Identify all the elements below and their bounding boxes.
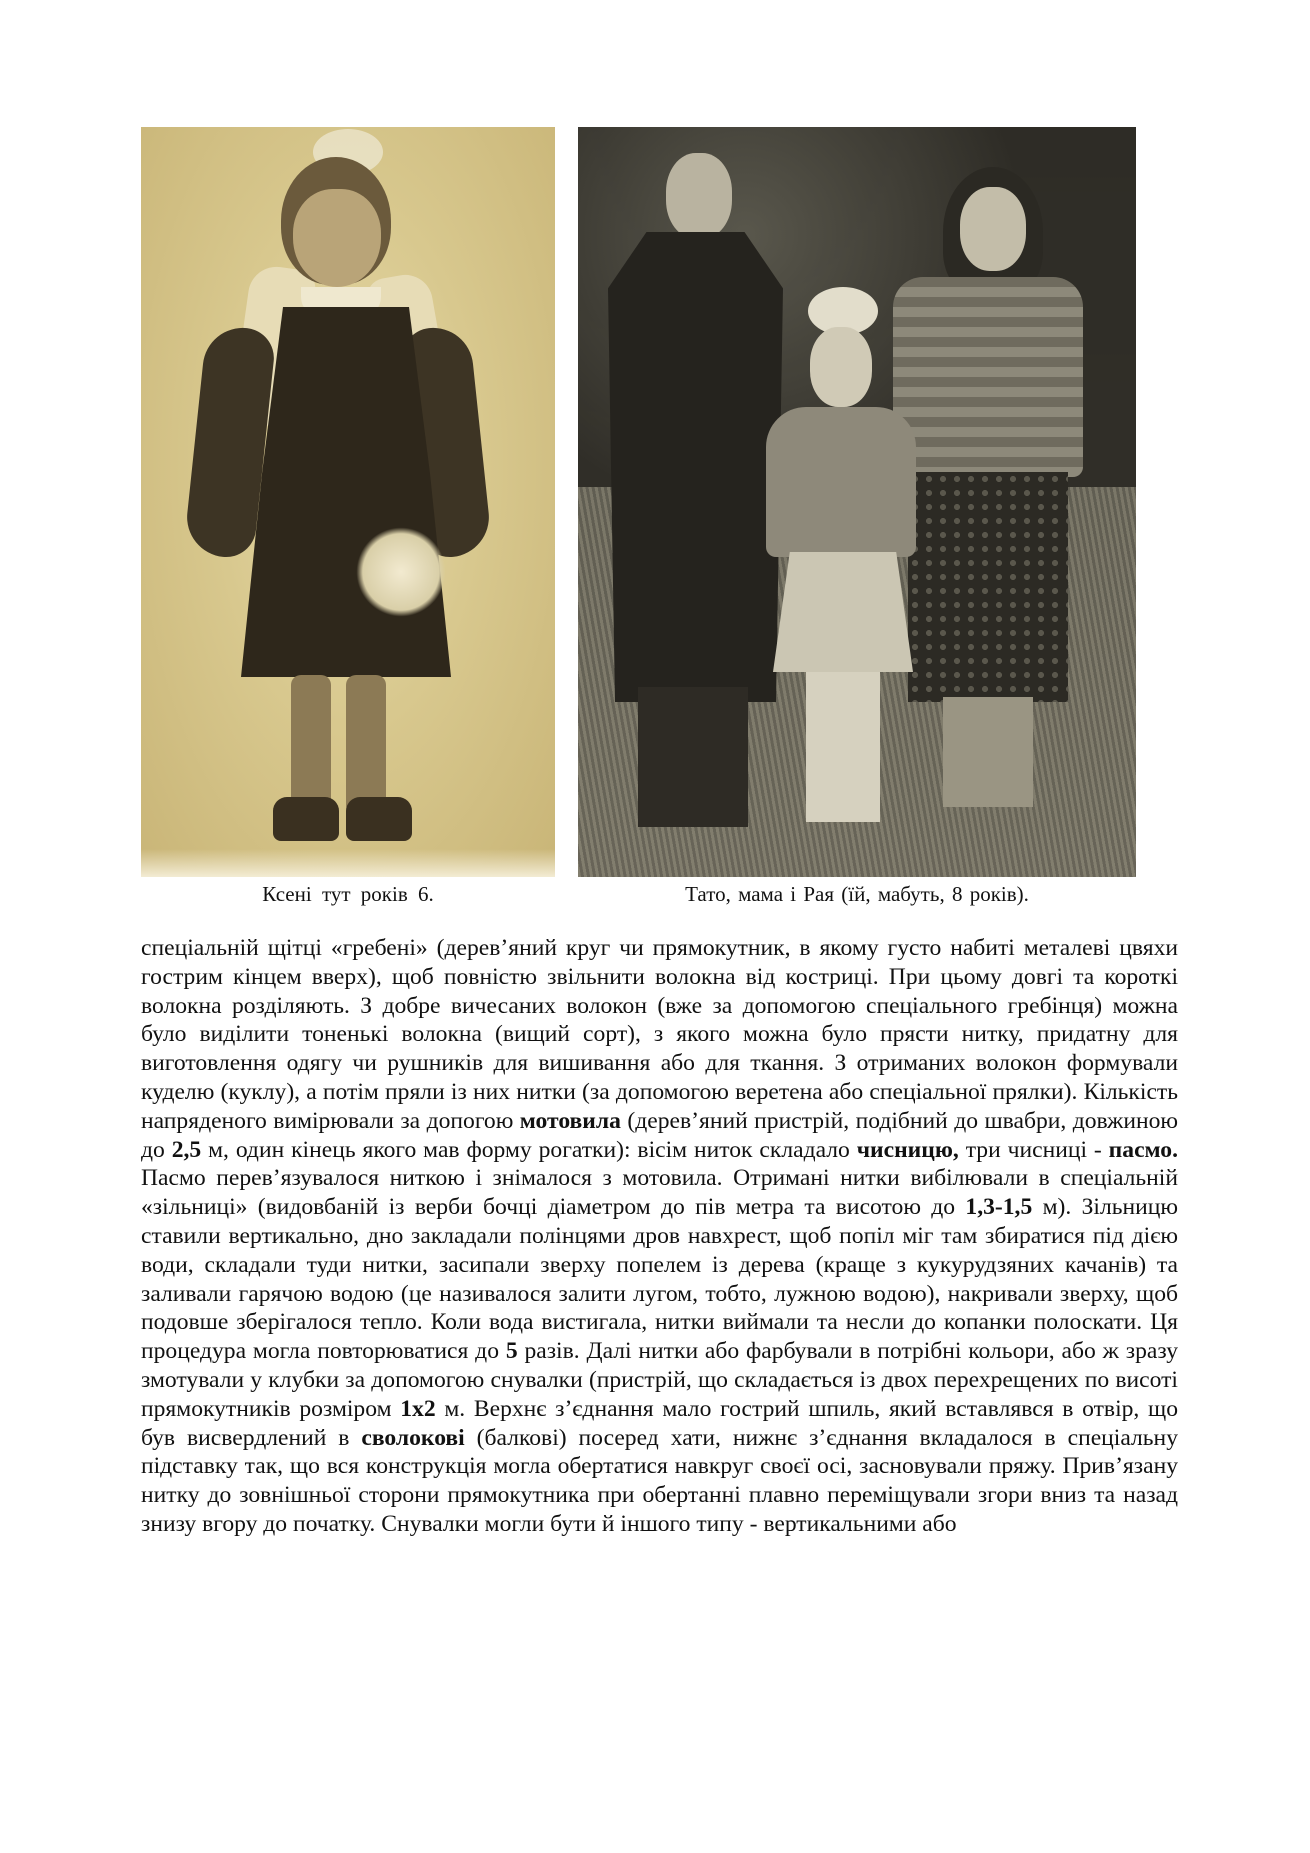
leg-right — [346, 675, 386, 815]
flowers — [356, 527, 446, 617]
text-run: разів. Далі нитки або фарбували в потрібні кольори, або ж зразу змотували у клубки за допомогою снувалки (пристрій, що складається із двох перехрещених по висоті прямокутників розміром — [141, 1338, 1178, 1422]
face — [293, 189, 381, 287]
father-trousers — [638, 687, 748, 827]
father-suit — [608, 232, 783, 702]
bold-term: 5 — [505, 1338, 518, 1365]
text-run: м. Верхнє з’єднання мало гострий шпиль, який вставлявся в отвір, що був висвердлений в — [141, 1395, 1178, 1451]
text-run: (балкові) посеред хати, нижнє з’єднання вкладалося в спеціальну підставку так, що вся конструкція могла обертатися навкруг своєї осі, засновували пряжу. Прив’язану нитку до зовнішньої сторони прямокутника при обертанні плавно переміщували згори вниз та назад знизу вгору до початку. Снувалки могли бути й іншого типу - вертикальними або — [141, 1424, 1178, 1537]
figure-caption: Ксені тут років 6. — [262, 882, 434, 906]
bold-term: сволокові — [361, 1424, 465, 1451]
mother-face — [960, 187, 1026, 271]
mother-skirt — [908, 472, 1068, 702]
worn-edge — [141, 849, 555, 877]
bold-term: 1,3-1,5 — [965, 1194, 1033, 1221]
shoe-left — [273, 797, 339, 841]
text-run: спеціальній щітці «гребені» (дерев’яний круг чи прямокутник, в якому густо набиті металеві цвяхи гострим кінцем вверх), щоб повністю звільнити волокна від кострицi. При цьому довгі та короткі волокна розділяють. З добре вичесаних волокон (вже за допомогою спеціального гребінця) можна було виділити тоненькі волокна (вищий сорт), з якого можна було прясти нитку, придатну для виготовлення одягу чи рушників для вишивання або для ткання. З отриманих волокон формували куделю (куклу), а потім пряли із них нитки (за допомогою веретена або спеціальної прялки). Кількість напряденого вимірювали за допогою — [141, 935, 1178, 1134]
text-run: Пасмо перев’язувалося ниткою і знімалося з мотовила. Отримані нитки вибілювали в спеціальній «зільниці» (видовбаній із верби бочці діаметром до пів метра та висотою до — [141, 1165, 1178, 1221]
girl-skirt — [773, 552, 913, 672]
bold-term: пасмо. — [1108, 1136, 1178, 1163]
girl-legs — [806, 672, 880, 822]
figure-caption: Тато, мама і Рая (їй, мабуть, 8 років). — [685, 882, 1029, 906]
father-head — [666, 153, 732, 239]
girl-face — [810, 327, 872, 407]
text-run: м). Зільницю ставили вертикально, дно закладали полінцями дров навхрест, щоб попіл міг там збиратися під дією води, складали туди нитки, засипали зверху попелем із дерева (краще з кукурудзяних качанів) та заливали гарячою водою (це називалося залити лугом, тобто, лужною водою), накривали зверху, щоб подовше зберігалося тепло. Коли вода вистигала, нитки виймали та несли до копанки полоскати. Ця процедура могла повторюватися до — [141, 1194, 1178, 1365]
text-run: три чисниці - — [958, 1136, 1109, 1163]
bold-term: мотовила — [519, 1107, 621, 1134]
mother-legs — [943, 697, 1033, 807]
text-run: м, один кінець якого мав форму рогатки): вісім ниток складало — [201, 1136, 857, 1163]
shoe-right — [346, 797, 412, 841]
bold-term: чисницю, — [856, 1136, 959, 1163]
photo-family-portrait — [578, 127, 1136, 877]
bold-term: 2,5 — [171, 1136, 202, 1163]
mother-jacket — [893, 277, 1083, 477]
photo-girl-portrait — [141, 127, 555, 877]
body-paragraph — [141, 934, 1178, 1539]
text-run: (дерев’яний пристрій, подібний до швабри, довжиною до — [141, 1107, 1178, 1163]
leg-left — [291, 675, 331, 815]
girl-sweater — [766, 407, 916, 557]
bold-term: 1х2 — [400, 1395, 436, 1422]
